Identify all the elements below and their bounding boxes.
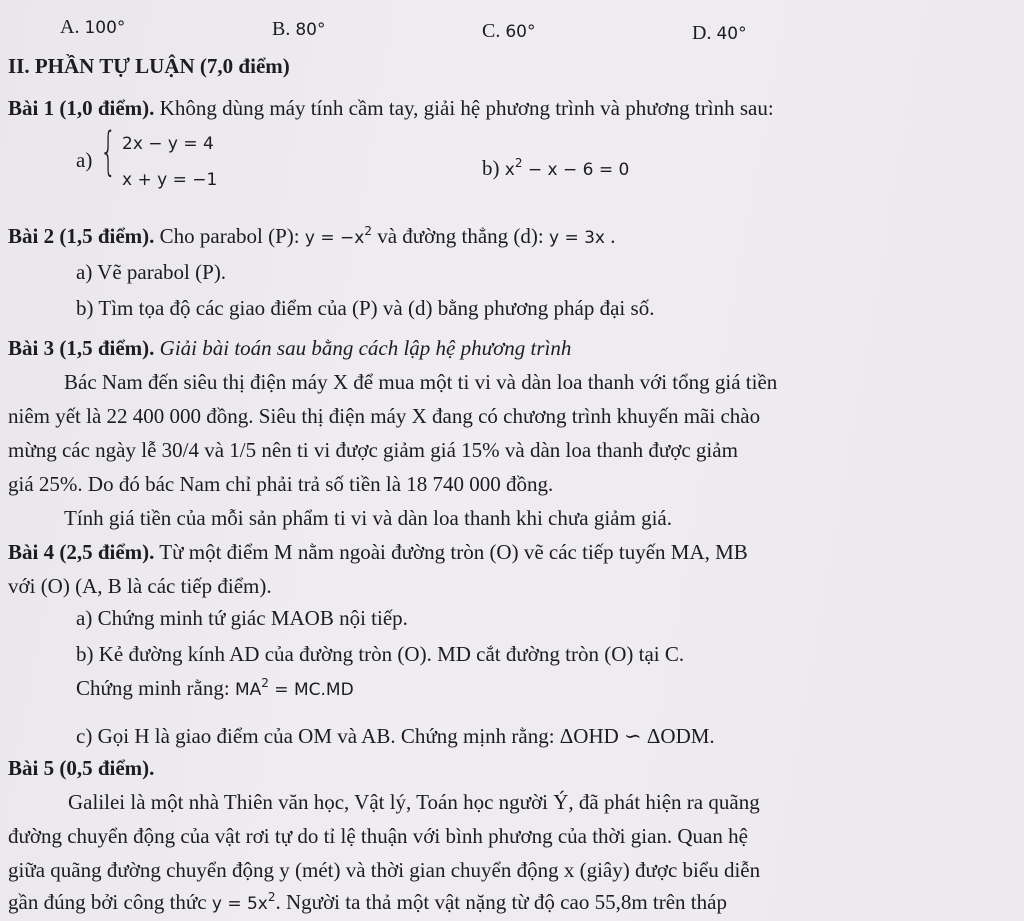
system-brace: { — [100, 122, 117, 182]
bai4-a: a) Chứng minh tứ giác MAOB nội tiếp. — [76, 606, 408, 630]
bai4-statement: Bài 4 (2,5 điểm). Từ một điểm M nằm ngoài đường tròn (O) vẽ các tiếp tuyến MA, MB — [8, 540, 748, 564]
bai5-para-3: giữa quãng đường chuyển động y (mét) và thời gian chuyển động x (giây) được biểu diễn — [8, 858, 761, 882]
bai1-statement — [8, 96, 774, 121]
bai3-heading: Bài 3 (1,5 điểm). — [8, 336, 155, 360]
bai4-statement-2: với (O) (A, B là các tiếp điểm). — [8, 574, 272, 598]
bai3-statement — [8, 336, 571, 361]
bai3-para-4: giá 25%. Do đó bác Nam chỉ phải trả số tiền là 18 740 000 đồng. — [8, 472, 554, 496]
bai3-para-5: Tính giá tiền của mỗi sản phẩm ti vi và dàn loa thanh khi chưa giảm giá. — [64, 506, 672, 530]
bai1-heading: Bài 1 (1,0 điểm). — [8, 96, 155, 120]
option-c: C. 60° — [482, 20, 536, 42]
line-equation: y = 3x — [549, 228, 605, 248]
bai4-c: c) Gọi H là giao điểm của OM và AB. Chứng mịnh rằng: ΔOHD ∽ ΔODM. — [76, 724, 715, 748]
bai2-b: b) Tìm tọa độ các giao điểm của (P) và (d) bằng phương pháp đại số. — [76, 296, 655, 320]
bai1-eq2: x + y = −1 — [122, 170, 218, 190]
bai2-statement: Bài 2 (1,5 điểm). Cho parabol (P): $y = -x^2$ và đường thẳng (d): y = 3x . — [8, 224, 616, 248]
bai1-text: Không dùng máy tính cầm tay, giải hệ phương trình và phương trình sau: — [154, 96, 774, 120]
bai4-b: b) Kẻ đường kính AD của đường tròn (O). MD cắt đường tròn (O) tại C. — [76, 642, 685, 666]
bai4-b2: Chứng minh rằng: $MA^2 = MC.MD$ — [76, 676, 354, 700]
bai4-heading: Bài 4 (2,5 điểm). — [8, 540, 155, 564]
section-title: II. PHẦN TỰ LUẬN (7,0 điểm) — [8, 54, 290, 78]
option-b: B. 80° — [272, 18, 326, 40]
bai3-subtitle: Giải bài toán sau bằng cách lập hệ phương trình — [154, 336, 572, 360]
bai2-a: a) Vẽ parabol (P). — [76, 260, 227, 284]
galilei-formula: $y = 5x^2$ — [211, 890, 276, 914]
bai1-b — [482, 156, 629, 181]
bai5-para-4: gần đúng bởi công thức $y = 5x^2$. Người ta thả một vật nặng từ độ cao 55,8m trên tháp — [8, 890, 727, 914]
bai1-b-equation: $x^2 - x - 6 = 0$ — [504, 156, 630, 180]
bai1-a-label: a) — [76, 148, 93, 172]
option-d: D. 40° — [692, 22, 747, 44]
bai5-heading: Bài 5 (0,5 điểm). — [8, 756, 155, 780]
bai5-para-2: đường chuyển động của vật rơi tự do tỉ lệ thuận với bình phương của thời gian. Quan hệ — [8, 824, 748, 848]
bai3-para-2: niêm yết là 22 400 000 đồng. Siêu thị điện máy X đang có chương trình khuyến mãi chào — [8, 404, 761, 428]
bai5-para-1: Galilei là một nhà Thiên văn học, Vật lý, Toán học người Ý, đã phát hiện ra quãng — [68, 790, 760, 814]
bai1-b-label: b) — [482, 156, 500, 180]
bai2-heading: Bài 2 (1,5 điểm). — [8, 224, 155, 248]
ma-squared-equation: $MA^2 = MC.MD$ — [234, 676, 354, 700]
bai1-eq1: 2x − y = 4 — [122, 134, 214, 154]
bai3-para-3: mừng các ngày lễ 30/4 và 1/5 nên ti vi được giảm giá 15% và dàn loa thanh được giảm — [8, 438, 738, 462]
option-a: A. 100° — [60, 16, 126, 38]
bai3-para-1: Bác Nam đến siêu thị điện máy X để mua một ti vi và dàn loa thanh với tổng giá tiền — [64, 370, 778, 394]
parabol-equation: $y = -x^2$ — [304, 224, 372, 248]
